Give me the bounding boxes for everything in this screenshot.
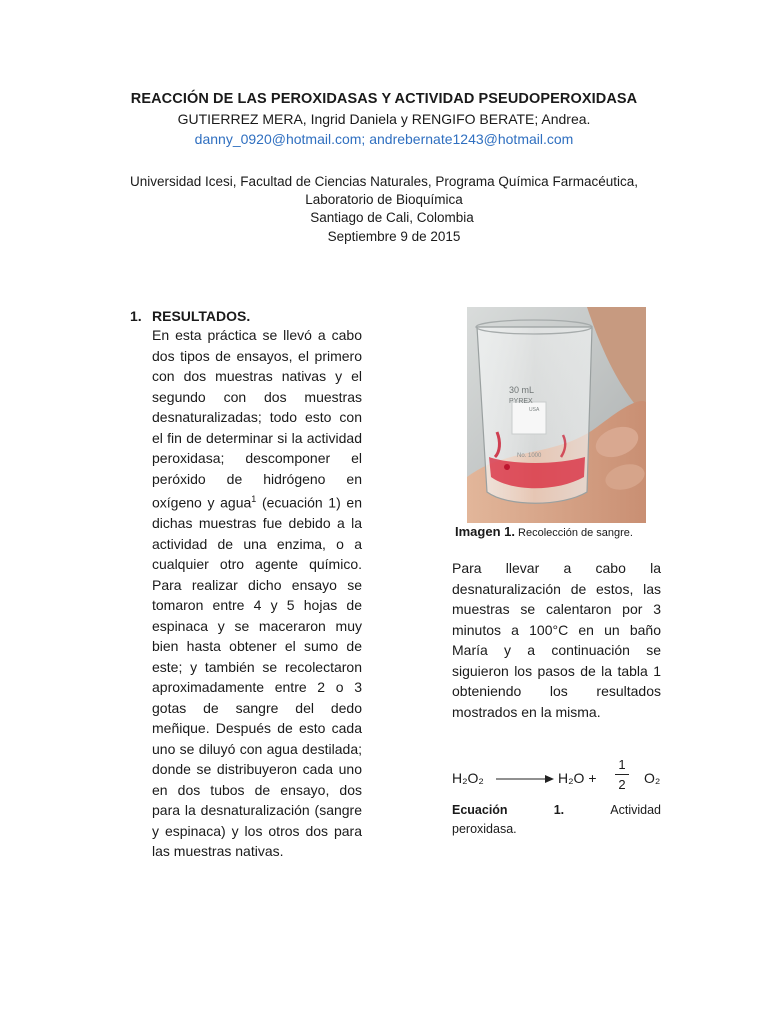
authors: GUTIERREZ MERA, Ingrid Daniela y RENGIFO BERATE; Andrea. bbox=[177, 111, 591, 127]
paragraph-text-b: (ecuación 1) en dichas muestras fue debido a la actividad de una enzima, o a cualquier otro agente químico. Para realizar dicho ensayo se tomaron entre 4 y 5 hojas de espinaca y se maceraron muy bien hasta obtener el sumo de este; y también se recolectaron aproximadamente entre 2 o 3 gotas de sangre del dedo meñique. Después de esto cada uno se diluyó con agua destilada; donde se distribuyeron cada uno en dos tubos de ensayo, dos para la desnaturalización (sangre y espinaca) y los otros dos para las muestras nativas. bbox=[152, 494, 362, 860]
equation-fraction bbox=[615, 756, 629, 793]
affiliation-line-2: Laboratorio de Bioquímica bbox=[305, 192, 463, 207]
figure-caption-text: Recolección de sangre. bbox=[514, 527, 633, 539]
equation-caption-text-b: peroxidasa. bbox=[452, 822, 517, 836]
beaker-country-mark: USA bbox=[529, 407, 540, 413]
figure-caption bbox=[455, 524, 633, 539]
paper-title: REACCIÓN DE LAS PEROXIDASAS Y ACTIVIDAD PSEUDOPEROXIDASA bbox=[130, 91, 638, 107]
photo-illustration bbox=[467, 307, 646, 523]
paragraph-text-a: En esta práctica se llevó a cabo dos tipos de ensayos, el primero con dos muestras nativas y el segundo con dos muestras desnaturalizadas; todo esto con el fin de determinar si la actividad peroxidasa; descomponer el peróxido de hidrógeno en oxígeno y agua bbox=[152, 327, 362, 511]
fraction-numerator: 1 bbox=[618, 757, 626, 772]
equation-caption-text-a: Actividad bbox=[610, 803, 661, 817]
blood-collection-photo bbox=[467, 307, 646, 523]
equation-product-oxygen: O₂ bbox=[644, 770, 661, 786]
beaker-model-mark: No. 1000 bbox=[517, 453, 542, 459]
reference-superscript: 1 bbox=[251, 494, 257, 504]
equation-product-water: H₂O + bbox=[558, 770, 597, 786]
location: Santiago de Cali, Colombia bbox=[310, 210, 474, 225]
fraction-bar bbox=[615, 774, 629, 775]
equation-caption bbox=[452, 801, 661, 839]
beaker-volume-mark: 30 mL bbox=[509, 385, 535, 395]
results-paragraph-1 bbox=[152, 325, 362, 862]
equation-caption-label: Ecuación bbox=[452, 803, 508, 817]
section-title: RESULTADOS. bbox=[152, 308, 251, 324]
equation-caption-number: 1. bbox=[553, 803, 565, 817]
affiliation-line-1: Universidad Icesi, Facultad de Ciencias Naturales, Programa Química Farmacéutica, bbox=[130, 174, 638, 189]
section-number: 1. bbox=[130, 308, 142, 324]
equation-reactant: H₂O₂ bbox=[452, 770, 484, 786]
beaker-brand-mark: PYREX bbox=[509, 398, 533, 405]
reaction-arrow-icon bbox=[496, 773, 554, 785]
figure-label: Imagen 1. bbox=[455, 524, 515, 539]
date: Septiembre 9 de 2015 bbox=[327, 229, 461, 244]
results-paragraph-2: Para llevar a cabo la desnaturalización de estos, las muestras se calentaron por 3 minutos a 100°C en un baño María y a continuación se siguieron los pasos de la tabla 1 obteniendo los resultados mostrados en la misma. bbox=[452, 560, 661, 720]
fraction-denominator: 2 bbox=[618, 777, 626, 792]
section-heading bbox=[130, 308, 250, 324]
author-emails[interactable]: danny_0920@hotmail.com; andrebernate1243@hotmail.com bbox=[194, 131, 574, 147]
